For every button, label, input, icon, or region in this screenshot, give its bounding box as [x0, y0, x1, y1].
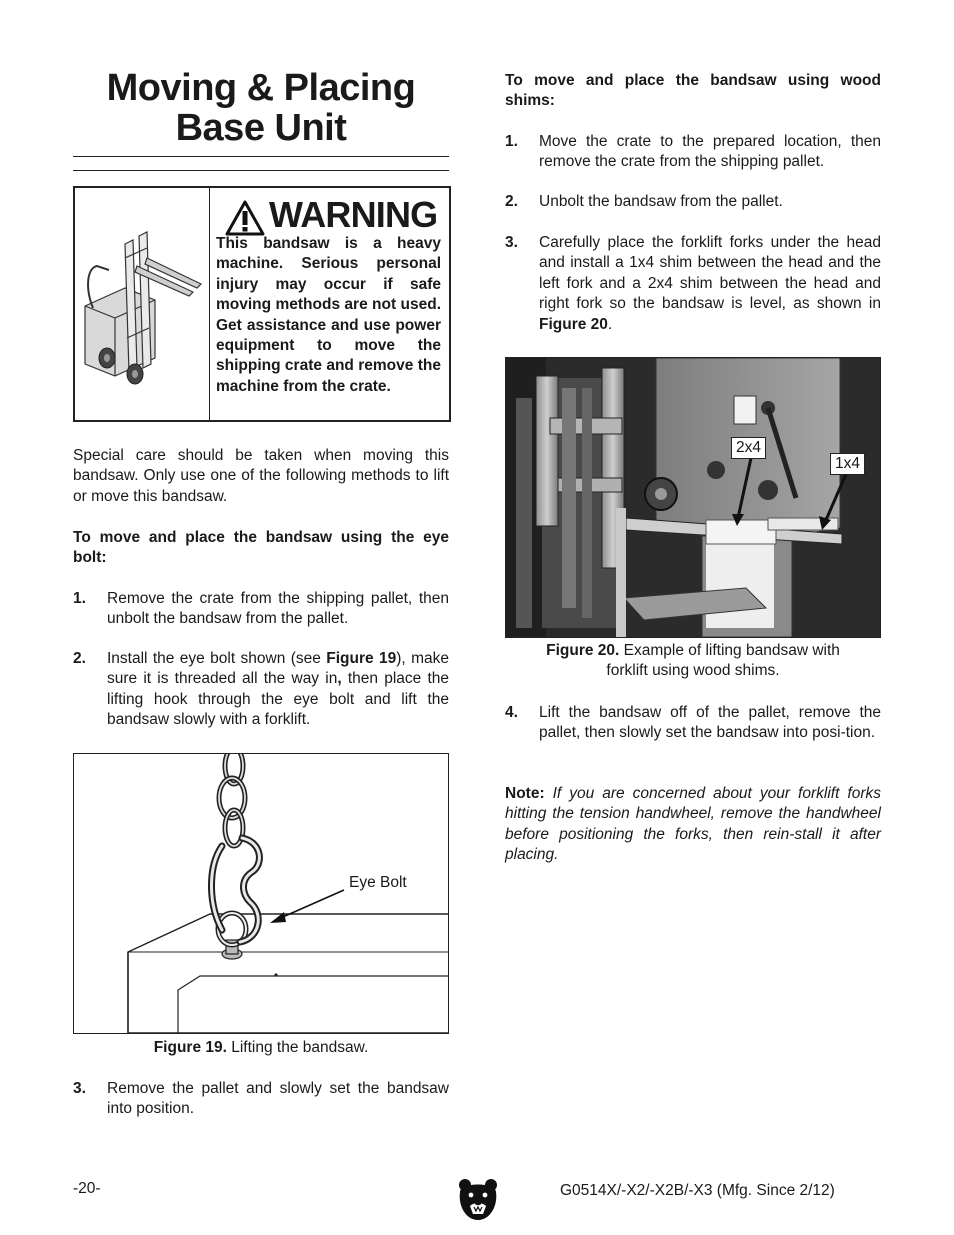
figure-19-label: Figure 19. — [153, 1039, 227, 1056]
figure-19-reference: Figure 19 — [326, 650, 397, 667]
figure-19 — [73, 753, 449, 1034]
step-number: 3. — [73, 1080, 86, 1097]
page-title — [73, 68, 449, 148]
intro-paragraph — [73, 446, 449, 507]
eye-bolt-lifting-illustration — [74, 754, 448, 1033]
warning-box — [73, 186, 451, 422]
step-text: Lift the bandsaw off of the pallet, remove the pallet, then slowly set the bandsaw into posi-tion. — [539, 704, 881, 742]
right-step-1 — [505, 132, 881, 173]
step-number: 1. — [73, 590, 86, 607]
page-number: -20- — [73, 1180, 101, 1197]
grizzly-bear-icon — [456, 1176, 500, 1222]
left-step-1 — [73, 589, 449, 630]
shims-heading-text: To move and place the bandsaw using wood shims: — [505, 72, 881, 110]
figure-19-caption-text: Lifting the bandsaw. — [226, 1039, 369, 1056]
step-text: Move the crate to the prepared location, then remove the crate from the shipping pallet. — [539, 133, 881, 171]
right-step-4 — [505, 703, 881, 744]
step-number: 3. — [505, 234, 518, 251]
hand-truck-illustration — [75, 188, 210, 420]
eye-bolt-heading-text: To move and place the bandsaw using the eye bolt: — [73, 529, 449, 567]
step-text-part: then place the lifting hook through the eye bolt and lift the bandsaw slowly with a forklift. — [107, 670, 449, 729]
callout-1x4: 1x4 — [830, 453, 865, 475]
shims-heading — [505, 71, 881, 112]
forklift-shims-photo — [506, 358, 880, 637]
figure-20-caption-line1: Example of lifting bandsaw with — [619, 642, 840, 659]
figure-20-caption-line2: forklift using wood shims. — [606, 662, 780, 680]
page-title-line2: Base Unit — [175, 107, 347, 149]
note-text: If you are concerned about your forklift forks hitting the tension handwheel, remove the handwheel before positioning the forks, then rein-stall it after placing. — [505, 785, 881, 864]
step-text — [107, 649, 449, 731]
figure-20-reference: Figure 20 — [539, 315, 608, 333]
eye-bolt-heading — [73, 528, 449, 569]
left-step-2 — [73, 649, 449, 731]
hand-truck-icon — [75, 188, 209, 420]
eye-bolt-callout: Eye Bolt — [349, 874, 407, 891]
step-text: Remove the pallet and slowly set the bandsaw into position. — [107, 1080, 449, 1118]
figure-20 — [505, 357, 881, 638]
step-text-part: Carefully place the forklift forks under the head and install a 1x4 shim between the head and the left fork and a 2x4 shim between the head and right fork so the bandsaw is level, as shown in — [539, 234, 881, 313]
step-number: 2. — [505, 193, 518, 210]
figure-20-caption — [505, 641, 881, 682]
note-paragraph — [505, 784, 881, 866]
warning-triangle-icon — [225, 200, 265, 236]
right-step-3 — [505, 233, 881, 335]
warning-heading-text: WARNING — [269, 194, 438, 235]
model-footer: G0514X/-X2/-X2B/-X3 (Mfg. Since 2/12) — [560, 1182, 835, 1199]
step-text-part: Install the eye bolt shown (see — [107, 650, 327, 667]
step-number: 2. — [73, 650, 86, 667]
left-step-3 — [73, 1079, 449, 1120]
right-step-2 — [505, 192, 881, 212]
callout-2x4: 2x4 — [731, 437, 766, 459]
title-rule-bottom — [73, 170, 449, 171]
step-text-part: . — [607, 315, 613, 333]
figure-20-label: Figure 20. — [546, 642, 620, 659]
intro-text: Special care should be taken when moving this bandsaw. Only use one of the following methods to lift or move this bandsaw. — [73, 447, 449, 505]
step-text: Unbolt the bandsaw from the pallet. — [539, 193, 783, 210]
warning-text: This bandsaw is a heavy machine. Serious personal injury may occur if safe moving methods are not used. Get assistance and use power equipment to move the shipping crate and remove the machine from the crate. — [216, 235, 441, 395]
bear-logo — [456, 1176, 500, 1222]
step-number: 4. — [505, 704, 518, 721]
step-number: 1. — [505, 133, 518, 150]
step-text-comma: , — [337, 670, 342, 688]
title-rule-top — [73, 156, 449, 157]
figure-19-caption — [73, 1038, 449, 1058]
step-text-part: ), make sure it is threaded all the way in — [107, 650, 449, 688]
note-label: Note: — [505, 785, 545, 802]
step-text — [539, 233, 881, 335]
step-text: Remove the crate from the shipping pallet, then unbolt the bandsaw from the pallet. — [107, 590, 449, 628]
page-title-line1: Moving & Placing — [106, 67, 416, 109]
